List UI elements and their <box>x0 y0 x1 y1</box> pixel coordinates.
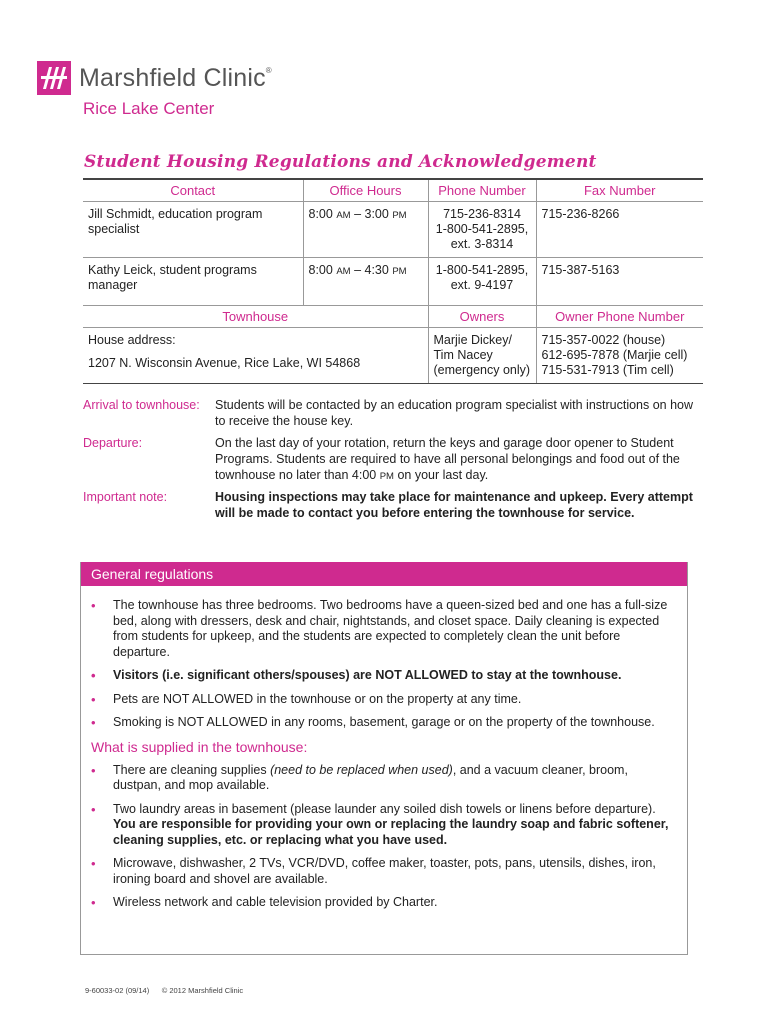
list-item: • Pets are NOT ALLOWED in the townhouse or on the property at any time. <box>113 692 675 708</box>
departure-label: Departure: <box>83 436 143 450</box>
page-title: Student Housing Regulations and Acknowledgement <box>84 152 597 172</box>
departure-info <box>83 435 703 485</box>
contact-header-row <box>83 179 703 202</box>
supplied-list <box>81 763 687 911</box>
brand-logo <box>37 60 272 96</box>
house-address: House address: 1207 N. Wisconsin Avenue, Rice Lake, WI 54868 <box>83 328 428 384</box>
header-fax-number: Fax Number <box>536 179 703 202</box>
list-item: • Microwave, dishwasher, 2 TVs, VCR/DVD, coffee maker, toaster, pots, pans, utensils, dishes, iron, ironing board and shovel are available. <box>113 856 675 887</box>
owners: Marjie Dickey/ Tim Nacey (emergency only) <box>428 328 536 384</box>
note-label: Important note: <box>83 490 168 504</box>
header-phone-number: Phone Number <box>428 179 536 202</box>
note-text: Housing inspections may take place for maintenance and upkeep. Every attempt will be made to contact you before entering the townhouse for service. <box>215 490 693 520</box>
table-row <box>83 258 703 306</box>
header-owner-phone: Owner Phone Number <box>536 306 703 328</box>
contact-table <box>83 178 703 384</box>
contact-name: Jill Schmidt, education program specialist <box>83 202 303 258</box>
list-item: • There are cleaning supplies (need to be replaced when used), and a vacuum cleaner, broom, dustpan, and mop available. <box>113 763 675 794</box>
arrival-label: Arrival to townhouse: <box>83 398 200 412</box>
fax-number: 715-236-8266 <box>536 202 703 258</box>
marshfield-logo-icon <box>37 61 71 95</box>
general-regulations-heading: General regulations <box>81 562 687 586</box>
departure-text: On the last day of your rotation, return the keys and garage door opener to Student Programs. Students are required to have all personal belongings and food out of the townhouse no later than 4:00 PM on your last day. <box>215 436 680 482</box>
table-row <box>83 328 703 384</box>
regulations-box <box>80 562 688 955</box>
header-owners: Owners <box>428 306 536 328</box>
center-name: Rice Lake Center <box>83 99 215 118</box>
townhouse-header-row <box>83 306 703 328</box>
supplied-heading: What is supplied in the townhouse: <box>91 738 308 755</box>
arrival-text: Students will be contacted by an education program specialist with instructions on how to receive the house key. <box>215 398 694 428</box>
fax-number: 715-387-5163 <box>536 258 703 306</box>
important-note <box>83 489 703 521</box>
general-regulations-list <box>81 598 687 731</box>
contact-name: Kathy Leick, student programs manager <box>83 258 303 306</box>
list-item: • The townhouse has three bedrooms. Two bedrooms have a queen-sized bed and one has a full-size bed, along with dressers, desk and chair, nightstands, and closet space. Daily cleaning is expected from students for upkeep, and the students are expected to completely clean the unit before departure. <box>113 598 675 660</box>
table-row <box>83 202 703 258</box>
brand-name: Marshfield Clinic® <box>79 63 272 92</box>
phone-number: 1-800-541-2895, ext. 9-4197 <box>428 258 536 306</box>
office-hours: 8:00 AM – 4:30 PM <box>303 258 428 306</box>
list-item: • Wireless network and cable television provided by Charter. <box>113 895 675 911</box>
header-contact: Contact <box>83 179 303 202</box>
list-item: • Smoking is NOT ALLOWED in any rooms, basement, garage or on the property of the townhouse. <box>113 715 675 731</box>
owner-phones: 715-357-0022 (house) 612-695-7878 (Marjie cell) 715-531-7913 (Tim cell) <box>536 328 703 384</box>
list-item: • Visitors (i.e. significant others/spouses) are NOT ALLOWED to stay at the townhouse. <box>113 668 675 684</box>
header-office-hours: Office Hours <box>303 179 428 202</box>
arrival-info <box>83 397 703 429</box>
phone-number: 715-236-8314 1-800-541-2895, ext. 3-8314 <box>428 202 536 258</box>
office-hours: 8:00 AM – 3:00 PM <box>303 202 428 258</box>
footer <box>85 986 243 995</box>
form-number: 9-60033-02 (09/14) <box>85 986 150 995</box>
header-townhouse: Townhouse <box>83 306 428 328</box>
list-item: • Two laundry areas in basement (please launder any soiled dish towels or linens before departure). You are responsible for providing your own or replacing the laundry soap and fabric softener, cleaning supplies, etc. or replacing what you have used. <box>113 802 675 849</box>
copyright: © 2012 Marshfield Clinic <box>161 986 244 995</box>
